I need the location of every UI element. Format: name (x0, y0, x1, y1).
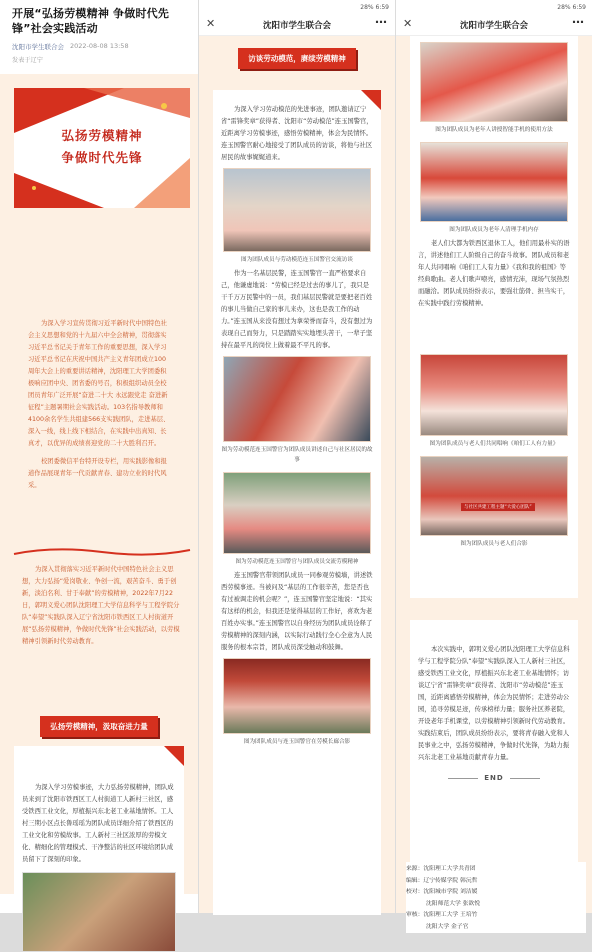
credit-row: 来源：沈阳理工大学共青团 (406, 866, 476, 872)
more-icon[interactable]: ⋯ (375, 15, 387, 29)
nav-title: 沈阳市学生联合会 (459, 20, 528, 31)
article-column-2 (199, 0, 395, 913)
paragraph-model-wall: 连玉国警官带领团队成员一同参观劳模墙，讲述铁西劳模事迹。当被问及“基层的工作很辛苦，您是否也有过被调走的机会呢？”，连玉国警官坚定地说：“其实有这样的机会，但我还是觉得基层的工作好，喜欢为老百姓办实事。”连玉国警官以自身经历为团队成员诠释了劳模精神的深刻内涵，以实际行动践行全心全意为人民服务的根本宗旨，团队成员深受触动和鼓舞。 (221, 572, 373, 651)
top-banner (14, 88, 190, 208)
close-icon[interactable]: ✕ (403, 17, 413, 30)
account-name-link[interactable]: 沈阳市学生联合会 (12, 43, 64, 51)
banner-title-line1: 弘扬劳模精神 (61, 128, 143, 143)
article-title: 开展“弘扬劳模精神 争做时代先锋”社会实践活动 (12, 7, 170, 35)
section-2-title: 访谈劳动模范，赓续劳模精神 (238, 48, 356, 69)
credit-row: 沈阳大学 金子官 (426, 923, 469, 930)
close-icon[interactable]: ✕ (206, 17, 216, 30)
nav-bar (396, 14, 592, 36)
intro-paragraph-1: 为深入学习宣传贯彻习近平新时代中国特色社会主义思想和党的十九届六中全会精神，贯彻落实习近平总书记关于青年工作的重要思想，深入学习习近平总书记在庆祝中国共产主义青年团成立100周年大会上的重要讲话精神，沈阳理工大学团委积极响应团中央、团省委的号召，积极组织动员全校团员青年广泛开展“奋进二十大 永远跟党走 奋进新征程”主题暑期社会实践活动。103名指导教师和4100余名学生共组建566支实践团队，走进基层、深入一线，线上线下相结合，在实践中出真知、长真才，以优异的成绩喜迎党的二十大胜利召开。 (28, 320, 170, 447)
article-column-1 (0, 0, 198, 913)
section-corner-deco (14, 746, 184, 776)
publish-location: 发表于辽宁 (12, 57, 43, 64)
caption-photo-6: 图为团队成员为老年人清理手机内存 (449, 227, 539, 233)
nav-title: 沈阳市学生联合会 (262, 20, 331, 31)
section-corner-deco (213, 90, 381, 110)
photo-phone-cleanup (420, 142, 568, 222)
photo-group-elderly (420, 456, 568, 536)
photo-interview (223, 168, 371, 252)
closing-paragraph: 本次实践中，郭明义爱心团队沈阳理工大学信息科学与工程学院分队“奉望”实践队深入工人新村三社区，感受铁西工业文化，厚植振兴东北老工业基地情怀；访谈辽宁省“雷锋奖章”获得者、沈阳市“劳动模范”连玉国，近距离感悟劳模精神，体会为民情怀；走进劳动公园，追寻劳模足迹，传承榜样力量；服务社区养老院，开设老年手机课堂，以劳模精神引领新时代劳动教育。实践结束后，团队成员纷纷表示，要将青春融入党和人民事业之中，弘扬劳模精神，争做时代先锋，为助力振兴东北老工业基地贡献青春力量。 (418, 646, 570, 761)
section-1-paragraph: 为深入学习劳模事迹，大力弘扬劳模精神，团队成员来到了沈阳市铁西区工人村街道工人新村三社区，感受铁西工业文化，厚植振兴东北老工业基地情怀。工人村三期小区点长鲁瑶瑶为团队成员详细介绍了铁西区的工业文化和劳模故事。工人新村三社区浓厚的劳模文化、精细化的管理模式、干净整洁的社区环境给团队成员留下了深刻的印象。 (22, 784, 174, 863)
photo-singing (420, 354, 568, 436)
photo-group-corridor (223, 658, 371, 734)
caption-photo-1: 图为团队成员与劳动模范连玉国警官交流访谈 (241, 257, 353, 263)
photo-phone-lesson (420, 42, 568, 122)
intro-paragraph-3: 为深入贯彻落实习近平新时代中国特色社会主义思想，大力弘扬“爱岗敬业、争创一流，艰苦奋斗、勇于创新，淡泊名利、甘于奉献”的劳模精神，2022年7月22日，郭明义爱心团队沈阳理工大学信息科学与工程学院分队“奉望”实践队深入辽宁省沈阳市铁西区工人村街道开展“弘扬劳模精神，争做时代先锋”社会实践活动，以劳模精神引领新时代劳动教育。 (22, 566, 180, 645)
photo-community-visit (22, 872, 176, 952)
caption-photo-7: 图为团队成员与老人们共同唱响《咱们工人有力量》 (429, 441, 559, 447)
more-icon[interactable]: ⋯ (572, 15, 584, 29)
article-column-3 (396, 0, 592, 930)
photo-exchange (223, 472, 371, 554)
divider-wave (14, 546, 190, 560)
caption-photo-3: 图为劳动模范连玉国警官与团队成员交流劳模精神 (235, 559, 359, 565)
photo-banner-text: 与社区共建工程主题“大爱心团队” (461, 503, 535, 511)
paragraph-modest: 作为一名基层民警，连玉国警官一直严格要求自己，他谦虚地说：“劳模已经是过去的事儿了，我只是干千万万民警中的一员，我们基层民警就是要把老百姓的事儿当做自己家的事儿来办，这也是我工作的动力。”连玉国从来没有想过为拿荣誉而奋斗，没有想过为表现自己而努力，只是踏踏实实地埋头苦干，一辈子坚持在最平凡的岗位上做着最不平凡的事。 (221, 270, 373, 349)
end-marker: END (484, 774, 504, 782)
photo-storytelling (223, 356, 371, 442)
credit-row: 校对：沈阳城市学院 刘洁媛 (406, 889, 478, 895)
nav-bar (199, 14, 395, 36)
paragraph-interview: 为深入学习劳动模范的先进事迹，团队邀请辽宁省“雷锋奖章”获得者、沈阳市“劳动模范”连玉国警官，近距离学习劳模事迹，感悟劳模精神，体会为民情怀。连玉国警官耐心地接受了团队成员的访谈，将他与社区居民的故事娓娓道来。 (221, 106, 373, 161)
status-bar: 28% 6:59 (557, 3, 586, 11)
paragraph-elderly: 老人们大都为铁西区退休工人，他们用最朴实的语言，讲述他们工人阶级自己的奋斗故事。团队成员和老年人共同唱响《咱们工人有力量》《我和我的祖国》等经典歌曲。老人们歌声嘹亮，感情充沛，现场气氛热烈而融洽。团队成员纷纷表示，要强壮筋骨、担当实干，在实践中践行劳模精神。 (418, 240, 570, 307)
caption-photo-5: 图为团队成员为老年人讲授智能手机的使用方法 (435, 127, 553, 133)
intro-paragraph-2: 校团委微信平台特开设专栏，用实践影像和报道作品展现青年一代贡献青春、建功立业的时代风采。 (28, 458, 167, 489)
credits (406, 862, 586, 933)
section-1-title: 弘扬劳模精神，汲取奋进力量 (40, 716, 158, 737)
publish-date: 2022-08-08 13:58 (70, 42, 129, 50)
credit-row: 沈阳师范大学 张欲悦 (426, 900, 481, 907)
article-body (0, 74, 198, 894)
caption-photo-2: 图为劳动模范连玉国警官为团队成员讲述自己与社区居民的故事 (221, 447, 373, 463)
credit-row: 编辑：辽宁传媒学院 韩沅哲 (406, 877, 478, 884)
banner-title-line2: 争做时代先锋 (61, 150, 143, 165)
credit-row: 审核：沈阳理工大学 王培竹 (406, 912, 478, 918)
caption-photo-8: 图为团队成员与老人们合影 (460, 541, 528, 547)
status-bar: 28% 6:59 (360, 3, 389, 11)
caption-photo-4: 图为团队成员与连玉国警官在劳模长廊合影 (243, 739, 351, 745)
